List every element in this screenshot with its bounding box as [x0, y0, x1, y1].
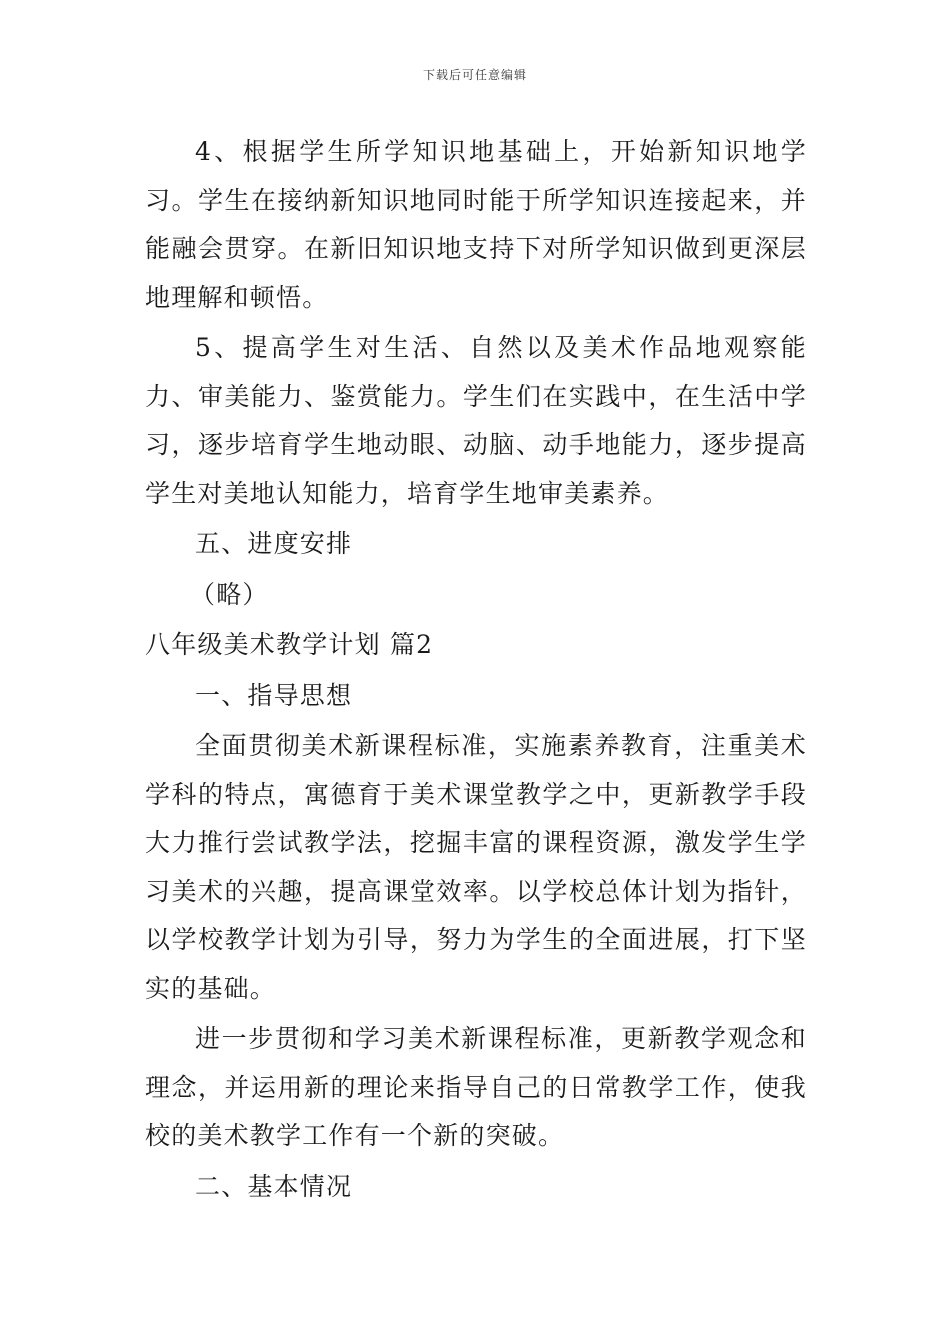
section-heading-schedule: 五、进度安排: [195, 529, 353, 558]
paragraph-guiding-thought: 全面贯彻美术新课程标准，实施素养教育，注重美术学科的特点，寓德育于美术课堂教学之中，更新教学手段大力推行尝试教学法，挖掘丰富的课程资源，激发学生学习美术的兴趣，提高课堂效率。以学校总体计划为指针，以学校教学计划为引导，努力为学生的全面进展，打下坚实的基础。: [145, 731, 807, 1003]
paragraph-further-study: 进一步贯彻和学习美术新课程标准，更新教学观念和理念，并运用新的理论来指导自己的日常教学工作，使我校的美术教学工作有一个新的突破。: [145, 1024, 807, 1150]
omitted-note: （略）: [190, 579, 269, 609]
section-heading-guiding-thought: 一、指导思想: [195, 680, 353, 710]
section-heading-basic-situation: 二、基本情况: [195, 1171, 353, 1201]
document-body: [145, 128, 807, 1213]
paragraph-item-4: 4、根据学生所学知识地基础上，开始新知识地学习。学生在接纳新知识地同时能于所学知识连接起来，并能融会贯穿。在新旧知识地支持下对所学知识做到更深层地理解和顿悟。: [145, 137, 807, 312]
header-note: 下载后可任意编辑: [422, 68, 527, 82]
article-title: 八年级美术教学计划 篇2: [145, 630, 434, 659]
paragraph-item-5: 5、提高学生对生活、自然以及美术作品地观察能力、审美能力、鉴赏能力。学生们在实践中，在生活中学习，逐步培育学生地动眼、动脑、动手地能力，逐步提高学生对美地认知能力，培育学生地审美素养。: [145, 333, 807, 508]
